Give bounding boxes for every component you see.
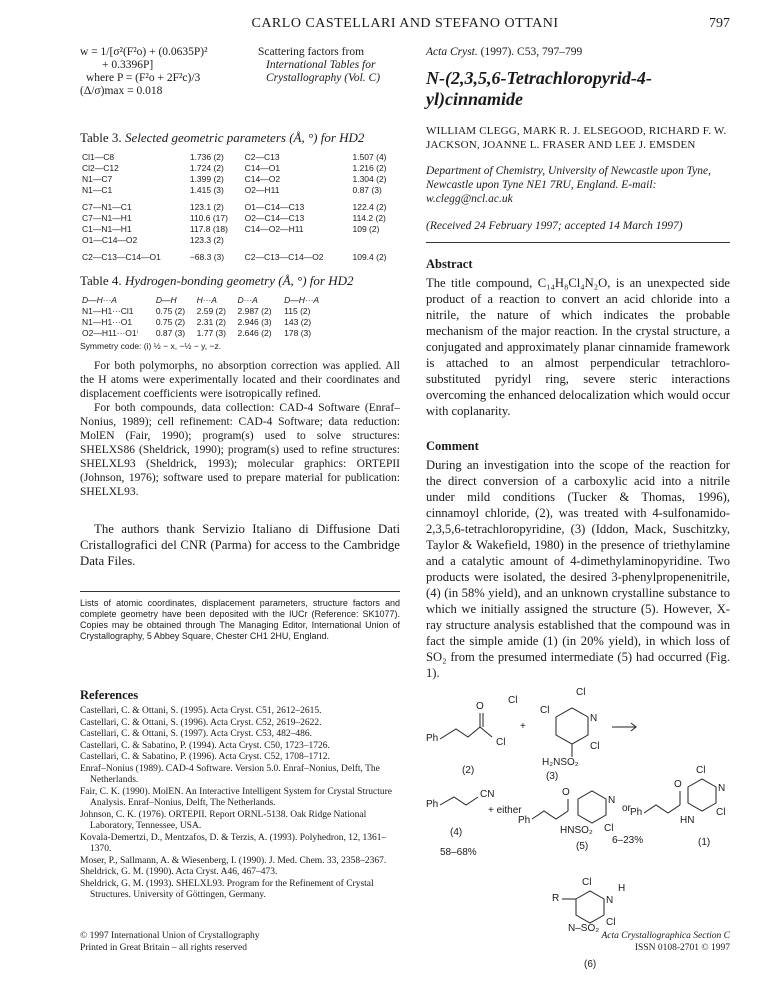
atom-hn-1: HN	[680, 815, 695, 826]
citation-journal: Acta Cryst.	[426, 46, 478, 58]
nitrile-chain	[440, 797, 478, 805]
atom-cl-3d: Cl	[590, 741, 600, 752]
table3-row	[80, 246, 400, 263]
reference-item: Castellari, C. & Ottani, S. (1996). Acta Cryst. C52, 2619–2622.	[80, 717, 322, 728]
abstract-text: The title compound, C₁₄H₈Cl₄N₂O, is an unexpected side product of a reaction to convert an acid chloride into a nitrile, the nature of which indicates the probable mechanism of the major reaction. In the crystal structure, a conjugated and approximately planar cinnamide framework is attached to an almost perpendicular tetrachloro-substituted pyridyl ring, severe steric interactions overcoming the enhanced delocalization which would occur with coplanarity.	[426, 276, 730, 418]
or-text: or	[622, 803, 631, 814]
table3-row	[80, 224, 400, 235]
label-4: (4)	[450, 827, 463, 838]
atom-cl-2: Cl	[496, 737, 506, 748]
table4-cell: 2.987 (2)	[237, 306, 272, 316]
article-title: N-(2,3,5,6-Tetrachloropyrid-4-yl)cinnamide	[426, 68, 652, 109]
copyright-line: © 1997 International Union of Crystallography	[80, 931, 260, 941]
weight-line-1: w = 1/[σ²(F²o) + (0.0635P)²	[80, 46, 208, 58]
table4-cell: N1—H1···O1	[82, 317, 133, 327]
table3-cell: C2—C13	[244, 152, 280, 162]
label-2: (2)	[462, 765, 475, 776]
table4-cell: 2.646 (2)	[237, 328, 272, 338]
table3-cell: O2—C14—C13	[244, 213, 305, 223]
running-title: CARLO CASTELLARI AND STEFANO OTTANI	[251, 16, 559, 31]
scattering-factors	[258, 46, 403, 85]
shift-ratio: (Δ/σ)max = 0.018	[80, 85, 163, 97]
table4-cell: N1—H1···Cl1	[82, 306, 134, 316]
either-text: + either	[488, 805, 522, 816]
right-footer	[576, 930, 730, 954]
table3-row	[80, 163, 400, 174]
software-paragraph: For both compounds, data collection: CAD-4 Software (Enraf–Nonius, 1989); cell refinement: CAD-4 Software; data reduction: MolEN (Fair, 1990); program(s) used to solve structures: SHELXS86 (Sheldrick, 1990); program(s) used to refine structures: SHELXL93 (Sheldrick, 1993); molecular graphics: ORTEPII (Johnson, 1976); software used to prepare material for publication: SHELXL93.	[80, 402, 400, 498]
reference-item: Castellari, C. & Sabatino, P. (1994). Acta Cryst. C50, 1723–1726.	[80, 740, 330, 751]
atom-ph-5: Ph	[518, 815, 531, 826]
affiliation: Department of Chemistry, University of Newcastle upon Tyne, Newcastle upon Tyne NE1 7RU, England. E-mail: w.clegg@ncl.ac.uk	[426, 165, 712, 205]
table3-row	[80, 185, 400, 196]
table4-cell: 0.87 (3)	[155, 328, 186, 338]
table3-cell: 122.4 (2)	[352, 202, 387, 212]
table3-cell: C14—O2	[244, 174, 281, 184]
reference-list	[80, 706, 400, 902]
weight-line-3: where P = (F²o + 2F²c)/3	[86, 72, 201, 84]
atom-n-5: N	[608, 795, 616, 806]
table3-cell: C2—C13—C14—O1	[82, 252, 161, 262]
atom-cl-1b: Cl	[716, 807, 726, 818]
table3-cell: Cl1—C8	[82, 152, 115, 162]
atom-n-6: N	[606, 895, 614, 906]
atom-o-5: O	[562, 787, 570, 798]
reference-item: Kovala-Demertzi, D., Mentzafos, D. & Terzis, A. (1993). Polyhedron, 12, 1361–1370.	[80, 832, 387, 854]
table3-cell: 1.736 (2)	[189, 152, 224, 162]
cinnamoyl-chain	[440, 727, 492, 739]
atom-nso2-6: N–SO₂	[568, 923, 600, 934]
refinement-details	[80, 46, 400, 126]
table3-cell: −68.3 (3)	[189, 252, 225, 262]
table3-cell: 1.507 (4)	[352, 152, 387, 162]
reference-item: Sheldrick, G. M. (1993). SHELXL93. Program for the Refinement of Crystal Structures. University of Göttingen, Germany.	[80, 878, 374, 900]
weighting-scheme	[80, 46, 250, 98]
atom-n-3: N	[590, 713, 598, 724]
atom-o-1: O	[674, 779, 682, 790]
atom-r-6: R	[552, 893, 560, 904]
table4-header-cell: D—H	[155, 295, 177, 305]
table3-cell: 117.8 (18)	[189, 224, 228, 234]
table3-cell	[243, 235, 351, 246]
reference-item: Fair, C. K. (1990). MolEN. An Interactive Intelligent System for Crystal Structure Analysis. Enraf–Nonius, Delft, The Netherlands.	[80, 786, 393, 808]
table3-cell: O2—H11	[244, 185, 280, 195]
table3-cell: C7—N1—H1	[82, 213, 132, 223]
sulfonamide-group: H₂NSO₂	[542, 757, 579, 768]
atom-cl-3: Cl	[508, 695, 518, 706]
atom-cl-3c: Cl	[576, 687, 586, 698]
table3-cell: 109 (2)	[352, 224, 380, 234]
table4-hbond	[80, 295, 330, 339]
table3-cell: 123.3 (2)	[189, 235, 224, 245]
table4-cell: 0.75 (2)	[155, 306, 186, 316]
atom-ph-1: Ph	[630, 807, 643, 818]
table4-caption	[80, 273, 400, 289]
polymorph-paragraph: For both polymorphs, no absorption correction was applied. All the H atoms were experimentally located and their coordinates and displacement coefficients were isotropically refined.	[80, 360, 400, 400]
table3-cell: 0.87 (3)	[352, 185, 382, 195]
reference-item: Moser, P., Sallmann, A. & Wiesenberg, I. (1990). J. Med. Chem. 33, 2358–2367.	[80, 855, 387, 866]
table3-cell: 109.4 (2)	[352, 252, 387, 262]
atom-cl-5: Cl	[604, 823, 614, 834]
table3-cell: 1.399 (2)	[189, 174, 224, 184]
deposition-note: Lists of atomic coordinates, displacement parameters, structure factors and complete geometry have been deposited with the IUCr (Reference: SK1077). Copies may be obtained through The Managing Editor, International Union of Crystallography, 5 Abbey Square, Chester CH1 2HU, England.	[80, 591, 400, 642]
left-column	[80, 46, 400, 902]
atom-o-2: O	[476, 701, 484, 712]
table4-header-row	[80, 295, 330, 306]
citation	[426, 46, 730, 58]
table3-cell: 1.304 (2)	[352, 174, 387, 184]
intermediate-chain	[532, 811, 568, 819]
yield-4: 58–68%	[440, 847, 477, 858]
table4-cell: 2.59 (2)	[196, 306, 226, 316]
reference-item: Enraf–Nonius (1989). CAD-4 Software. Version 5.0. Enraf–Nonius, Delft, The Netherlands.	[80, 763, 380, 785]
reference-item: Castellari, C. & Ottani, S. (1995). Acta Cryst. C51, 2612–2615.	[80, 706, 322, 716]
pyridine-ring-3	[556, 708, 588, 744]
table3-caption	[80, 130, 400, 146]
table4-header-cell: D···A	[237, 295, 258, 305]
right-column	[426, 46, 730, 987]
atom-ph-2: Ph	[426, 733, 439, 744]
divider	[426, 242, 730, 243]
table4-cell: 2.946 (3)	[237, 317, 272, 327]
table4-cell: 115 (2)	[284, 306, 311, 316]
plus-sign: +	[520, 721, 526, 732]
reference-item: Johnson, C. K. (1976). ORTEPII. Report ORNL-5138. Oak Ridge National Laboratory, Tennessee, USA.	[80, 809, 367, 831]
label-3: (3)	[546, 771, 559, 782]
table4-header-cell: D—H···A	[82, 295, 117, 305]
table3-row	[80, 174, 400, 185]
issn-line: ISSN 0108-2701 © 1997	[634, 943, 730, 953]
table3-geometry	[80, 152, 400, 263]
atom-cl-6b: Cl	[606, 917, 616, 928]
table3-cell: 1.216 (2)	[352, 163, 387, 173]
atom-h-6: H	[618, 883, 626, 894]
table3-cell: C7—N1—C1	[82, 202, 132, 212]
table3-cell: N1—C1	[82, 185, 113, 195]
table3-row	[80, 152, 400, 163]
table4-row	[80, 317, 330, 328]
weight-line-2: + 0.3396P]	[102, 59, 154, 71]
table3-cell: C1—N1—H1	[82, 224, 132, 234]
table3-row	[80, 235, 400, 246]
table4-number: Table 4.	[80, 273, 122, 288]
table4-caption-text: Hydrogen-bonding geometry (Å, °) for HD2	[124, 273, 354, 288]
atom-cl-1: Cl	[696, 765, 706, 776]
table3-cell: 1.724 (2)	[189, 163, 224, 173]
amide-chain	[644, 805, 680, 813]
table3-number: Table 3.	[80, 130, 122, 145]
table4-cell: O2—H11···O1ⁱ	[82, 328, 139, 338]
table4-cell: 143 (2)	[284, 317, 312, 327]
symmetry-code: Symmetry code: (i) ½ − x, −½ − y, −z.	[80, 341, 222, 351]
table3-cell: 110.6 (17)	[189, 213, 228, 223]
sf-line-1: Scattering factors from	[258, 46, 365, 58]
atom-cl-6: Cl	[582, 877, 592, 888]
atom-cn-4: CN	[480, 789, 495, 800]
pyridine-ring-6	[576, 891, 604, 923]
table4-cell: 178 (3)	[284, 328, 312, 338]
table3-cell: Cl2—C12	[82, 163, 119, 173]
pyridine-ring-1	[688, 779, 716, 811]
page-number: 797	[709, 16, 730, 31]
comment-heading: Comment	[426, 439, 479, 453]
table3-caption-text: Selected geometric parameters (Å, °) for HD2	[124, 130, 365, 145]
atom-hnso2-5: HNSO₂	[560, 825, 593, 836]
table3-cell: N1—C7	[82, 174, 113, 184]
printed-line: Printed in Great Britain – all rights reserved	[80, 943, 247, 953]
acknowledgements: The authors thank Servizio Italiano di Diffusione Dati Cristallografici del CNR (Parma) for access to the Cambridge Data Files.	[80, 522, 400, 568]
comment-text: During an investigation into the scope of the reaction for the direct conversion of a carboxylic acid into a nitrile under mild conditions (Tucker & Thomas, 1996), cinnamoyl chloride, (2), was treated with 4-sulfonamido-2,3,5,6-tetrachloropyridine, (3) (Iddon, Mack, Suschitzky, Taylor & Wakefield, 1980) in the presence of triethylamine and a catalytic amount of 4-dimethylaminopyridine. Two products were isolated, the desired 3-phenylpropenenitrile, (4) (in 58% yield), and an unknown crystalline substance to which we initially assigned the structure (5). However, X-ray structure analysis established that the compound was in fact the simple amide (1) (in 20% yield), in which loss of SO₂ from the presumed intermediate (5) had occurred (Fig. 1).	[426, 458, 730, 680]
reference-item: Castellari, C. & Sabatino, P. (1996). Acta Cryst. C52, 1708–1712.	[80, 752, 330, 762]
sf-line-2: International Tables for	[266, 59, 376, 71]
table3-cell: 114.2 (2)	[352, 213, 386, 223]
label-1: (1)	[698, 837, 711, 848]
abstract-heading: Abstract	[426, 257, 473, 271]
atom-cl-3b: Cl	[540, 705, 550, 716]
journal-section: Acta Crystallographica Section C	[601, 931, 730, 941]
table3-cell: O1—C14—C13	[244, 202, 305, 212]
atom-n-1: N	[718, 783, 726, 794]
table3-cell: O1—C14—O2	[82, 235, 138, 245]
table3-cell: C2—C13—C14—O2	[244, 252, 324, 262]
citation-detail: (1997). C53, 797–799	[480, 46, 583, 58]
left-footer	[80, 930, 260, 954]
table4-header-cell: D—H···A	[284, 295, 320, 305]
table3-cell: C14—O2—H11	[244, 224, 304, 234]
reference-item: Sheldrick, G. M. (1990). Acta Cryst. A46, 467–473.	[80, 867, 278, 877]
reference-item: Castellari, C. & Ottani, S. (1997). Acta Cryst. C53, 482–486.	[80, 729, 312, 739]
table3-cell: C14—O1	[244, 163, 281, 173]
authors: WILLIAM CLEGG, MARK R. J. ELSEGOOD, RICHARD F. W. JACKSON, JOANNE L. FRASER AND LEE J. EMSDEN	[426, 125, 727, 151]
table3-row	[80, 196, 400, 213]
table4-cell: 2.31 (2)	[196, 317, 226, 327]
table4-cell: 0.75 (2)	[155, 317, 186, 327]
table3-cell	[350, 235, 400, 246]
table3-row	[80, 213, 400, 224]
label-6: (6)	[584, 959, 597, 970]
table4-cell: 1.77 (3)	[196, 328, 226, 338]
sf-line-3: Crystallography (Vol. C)	[266, 72, 381, 84]
pyridine-ring-5	[578, 791, 606, 823]
yield-1: 6–23%	[612, 835, 644, 846]
label-5: (5)	[576, 841, 589, 852]
table4-row	[80, 306, 330, 317]
references-heading: References	[80, 688, 139, 702]
received-dates: (Received 24 February 1997; accepted 14 March 1997)	[426, 220, 683, 232]
table4-row	[80, 328, 330, 339]
table4-header-cell: H···A	[196, 295, 217, 305]
table3-cell: 123.1 (2)	[189, 202, 224, 212]
atom-ph-4: Ph	[426, 799, 439, 810]
running-header	[80, 16, 730, 36]
table3-cell: 1.415 (3)	[189, 185, 224, 195]
